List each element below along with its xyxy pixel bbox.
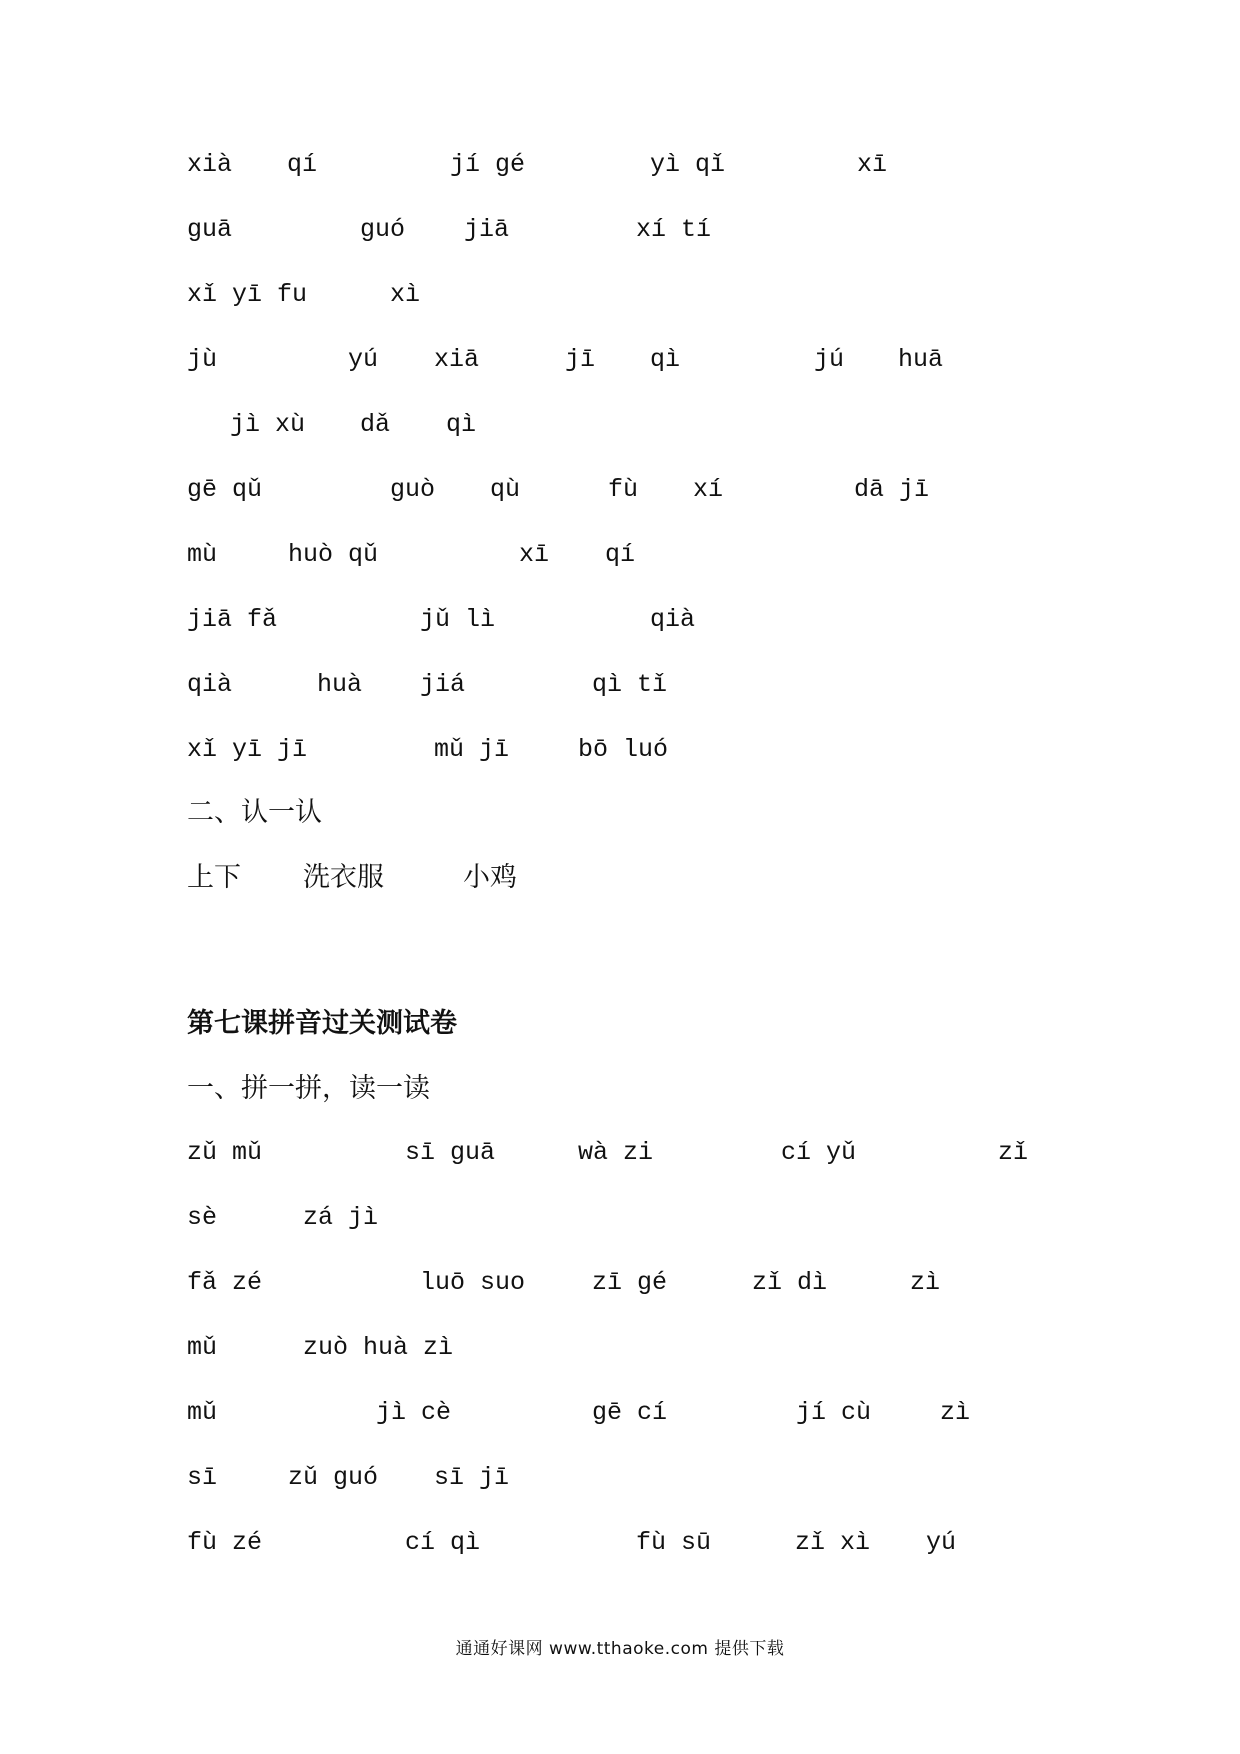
pinyin-item: zǐ [998, 1138, 1029, 1167]
pinyin-item: jí cù [796, 1398, 872, 1427]
chinese-word: 小鸡 [463, 862, 517, 893]
pinyin-item: xià [187, 150, 233, 179]
page-footer: 通通好课网 www.tthaoke.com 提供下载 [455, 1639, 785, 1659]
pinyin-row [0, 1328, 1240, 1368]
pinyin-item: zǔ mǔ [187, 1138, 263, 1167]
pinyin-item: xì [390, 280, 421, 309]
pinyin-row [0, 1198, 1240, 1238]
pinyin-item: guó [360, 215, 406, 244]
pinyin-item: cí yǔ [781, 1138, 857, 1167]
pinyin-item: qù [490, 475, 521, 504]
pinyin-item: zǔ guó [288, 1463, 379, 1492]
pinyin-item: zì [940, 1398, 971, 1427]
pinyin-item: xiā [434, 345, 480, 374]
pinyin-item: zuò huà zì [303, 1333, 454, 1362]
pinyin-item: yú [348, 345, 379, 374]
pinyin-row [0, 1393, 1240, 1433]
pinyin-item: fǎ zé [187, 1268, 263, 1297]
chinese-word: 上下 [187, 862, 241, 893]
pinyin-item: qì [446, 410, 477, 439]
pinyin-item: jiā [464, 215, 510, 244]
pinyin-item: yì qǐ [650, 150, 726, 179]
chinese-word: 洗衣服 [303, 862, 384, 893]
pinyin-item: jǔ lì [420, 605, 496, 634]
pinyin-item: sī guā [405, 1138, 496, 1167]
pinyin-item: mǔ [187, 1333, 218, 1362]
pinyin-item: qí [287, 150, 318, 179]
pinyin-row [0, 145, 1240, 185]
pinyin-item: huò qǔ [288, 540, 379, 569]
pinyin-item: jiā fǎ [187, 605, 278, 634]
pinyin-item: jiá [420, 670, 466, 699]
pinyin-item: jī [565, 345, 596, 374]
pinyin-item: xǐ yī jī [187, 735, 308, 764]
pinyin-item: luō suo [420, 1268, 526, 1297]
pinyin-item: sī [187, 1463, 218, 1492]
pinyin-item: qì [650, 345, 681, 374]
pinyin-item: cí qì [405, 1528, 481, 1557]
pinyin-row [0, 1458, 1240, 1498]
pinyin-item: fù sū [636, 1528, 712, 1557]
pinyin-row [0, 470, 1240, 510]
pinyin-item: mù [187, 540, 218, 569]
pinyin-item: dā jī [854, 475, 930, 504]
pinyin-item: zì [910, 1268, 941, 1297]
pinyin-item: zī gé [592, 1268, 668, 1297]
pinyin-item: jì cè [376, 1398, 452, 1427]
pinyin-item: jì xù [230, 410, 306, 439]
pinyin-item: wà zi [578, 1138, 654, 1167]
pinyin-item: qià [650, 605, 696, 634]
pinyin-item: jù [187, 345, 218, 374]
pinyin-item: xī [519, 540, 550, 569]
pinyin-item: zǐ dì [752, 1268, 828, 1297]
pinyin-row [0, 1263, 1240, 1303]
pinyin-item: xí [693, 475, 724, 504]
pinyin-row [0, 600, 1240, 640]
pinyin-item: fù [608, 475, 639, 504]
pinyin-item: xī [857, 150, 888, 179]
pinyin-item: fù zé [187, 1528, 263, 1557]
pinyin-item: guò [390, 475, 436, 504]
pinyin-item: sī jī [434, 1463, 510, 1492]
pinyin-row [0, 275, 1240, 315]
pinyin-item: jí gé [450, 150, 526, 179]
pinyin-row [0, 1523, 1240, 1563]
pinyin-item: sè [187, 1203, 218, 1232]
pinyin-item: mǔ [187, 1398, 218, 1427]
pinyin-item: jú [814, 345, 845, 374]
pinyin-row [0, 665, 1240, 705]
pinyin-item: bō luó [578, 735, 669, 764]
pinyin-item: huā [898, 345, 944, 374]
section-heading: 一、拼一拼，读一读 [187, 1073, 430, 1104]
pinyin-item: xí tí [636, 215, 712, 244]
section-heading: 二、认一认 [187, 797, 322, 828]
pinyin-item: zá jì [303, 1203, 379, 1232]
pinyin-row [0, 535, 1240, 575]
word-row [0, 858, 1240, 898]
pinyin-item: gē cí [592, 1398, 668, 1427]
pinyin-row [0, 340, 1240, 380]
pinyin-item: qí [605, 540, 636, 569]
pinyin-item: gē qǔ [187, 475, 263, 504]
pinyin-row [0, 1133, 1240, 1173]
pinyin-item: dǎ [360, 410, 391, 439]
page-title: 第七课拼音过关测试卷 [187, 1008, 457, 1039]
pinyin-item: qì tǐ [592, 670, 668, 699]
pinyin-row [0, 730, 1240, 770]
pinyin-row [0, 405, 1240, 445]
pinyin-row [0, 210, 1240, 250]
pinyin-item: qià [187, 670, 233, 699]
pinyin-item: guā [187, 215, 233, 244]
pinyin-item: xǐ yī fu [187, 280, 308, 309]
pinyin-item: zǐ xì [795, 1528, 871, 1557]
pinyin-item: huà [317, 670, 363, 699]
pinyin-item: mǔ jī [434, 735, 510, 764]
pinyin-item: yú [926, 1528, 957, 1557]
